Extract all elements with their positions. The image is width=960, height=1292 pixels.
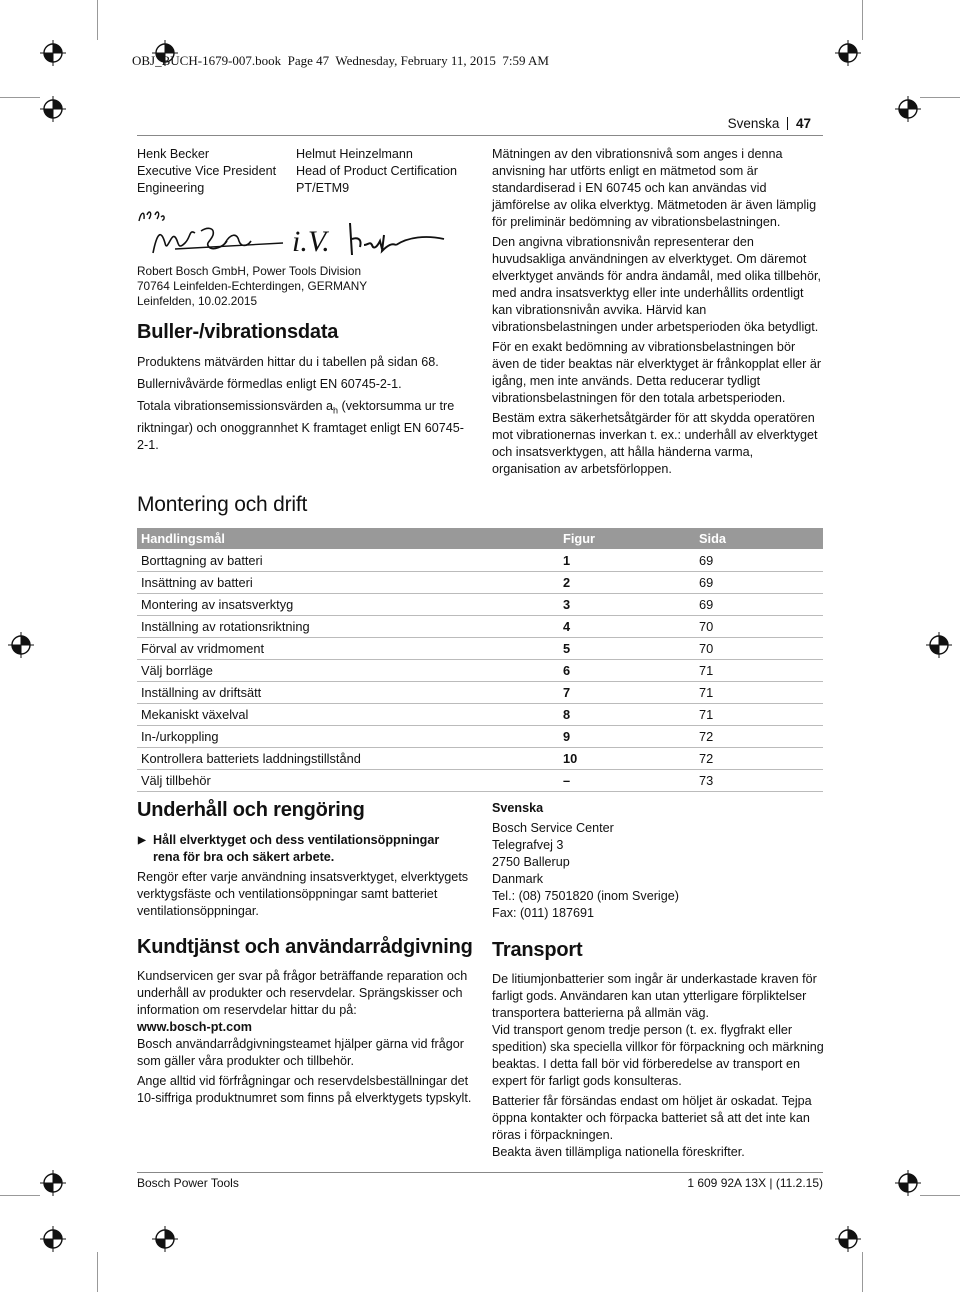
crop-mark [0,1195,40,1196]
cell-figure: 2 [559,572,695,594]
cell-figure: 5 [559,638,695,660]
cell-figure: 7 [559,682,695,704]
noise-section-heading: Buller-/vibrationsdata [137,321,339,343]
vibration-text-a: Totala vibrationsemissionsvärden a [137,399,334,413]
column-header: Handlingsmål [137,528,559,550]
service-paragraph: Bosch användarrådgivningsteamet hjälper gärna vid frågor som gäller våra produkter och tillbehör. [137,1037,464,1068]
cell-page: 70 [695,616,823,638]
transport-paragraph: Beakta även tillämpliga nationella föreskrifter. [492,1145,745,1159]
table-row [137,550,823,572]
table-row [137,726,823,748]
signature-left-image [135,203,285,263]
right-column-text [492,146,824,481]
table-row [137,594,823,616]
transport-body [492,971,824,1164]
address-phone: Tel.: (08) 7501820 (inom Sverige) [492,889,679,903]
page-language-label: Svenska [727,116,780,131]
page-header [137,113,823,136]
cell-page: 73 [695,770,823,792]
signatory-dept: PT/ETM9 [296,181,350,195]
vibration-paragraph [137,398,467,454]
bullet-arrow-icon: ▶ [138,835,146,846]
service-paragraph: Kundservicen ger svar på frågor beträffande reparation och underhåll av produkter och reservdelar. Sprängskisser och information om reservdelar hittar du på: [137,969,468,1017]
cell-figure: 1 [559,550,695,572]
footer-right: 1 609 92A 13X | (11.2.15) [687,1176,823,1190]
page-number: 47 [795,116,811,131]
crop-mark [920,97,960,98]
maintenance-text: Rengör efter varje användning insatsverktyget, elverktygets verktygsfäste och ventilationsöppningar samt batteriet ventilationsöppningar. [137,870,469,918]
registration-mark-icon [895,96,921,122]
address-line: Bosch Service Center [492,821,614,835]
noise-section-body [137,354,467,457]
table-row [137,616,823,638]
cell-action: Välj tillbehör [137,770,559,792]
cell-action: In-/urkoppling [137,726,559,748]
address-fax: Fax: (011) 187691 [492,906,594,920]
table-row [137,660,823,682]
crop-mark [862,1252,863,1292]
vibration-info-paragraph: Mätningen av den vibrationsnivå som anges i denna anvisning har utförts enligt en mätmetod som är standardiserad i EN 60745 och kan användas vid jämförelse av olika elverktyg. Mätmetoden är även lämplig för preliminär bedömning av vibrationsbelastningen. [492,147,817,229]
column-header: Sida [695,528,823,550]
vibration-info-paragraph: Den angivna vibrationsnivån representerar den huvudsakliga användningen av elverktyget. Om däremot elverktyget används för andra ändamål, med olika tillbehör, med andra insatsverktyg eller inte underhållits ordentligt kan vibrationsnivån avvika. Härvid kan vibrationsbelastningen under arbetsperioden öka betydligt. [492,235,822,334]
cell-action: Förval av vridmoment [137,638,559,660]
page-separator [787,117,788,130]
registration-mark-icon [835,40,861,66]
cell-page: 69 [695,572,823,594]
page-footer [137,1172,823,1190]
cell-action: Inställning av driftsätt [137,682,559,704]
table-row [137,638,823,660]
registration-mark-icon [8,632,34,658]
cell-figure: 6 [559,660,695,682]
signatory-title: Head of Product Certification [296,164,458,178]
vibration-info-paragraph: För en exakt bedömning av vibrationsbelastningen bör även de tider beaktas när elverktyget är frånkopplat eller är igång, men inte används. Detta reducerar tydligt vibrationsbelastningen för den totala arbetsperioden. [492,340,822,405]
transport-heading: Transport [492,939,583,961]
book-info-line: OBJ_BUCH-1679-007.book Page 47 Wednesday, February 11, 2015 7:59 AM [132,53,549,68]
registration-mark-icon [152,1226,178,1252]
cell-page: 71 [695,704,823,726]
crop-mark [97,1252,98,1292]
crop-mark [920,1195,960,1196]
registration-mark-icon [895,1170,921,1196]
cell-page: 70 [695,638,823,660]
cell-action: Kontrollera batteriets laddningstillstånd [137,748,559,770]
address-country: Svenska [492,801,544,815]
address-line: Telegrafvej 3 [492,838,564,852]
company-date: Leinfelden, 10.02.2015 [137,294,258,308]
cell-action: Inställning av rotationsriktning [137,616,559,638]
company-address: 70764 Leinfelden-Echterdingen, GERMANY [137,279,368,293]
cell-action: Montering av insatsverktyg [137,594,559,616]
signatory-dept: Engineering [137,181,205,195]
transport-paragraph: De litiumjonbatterier som ingår är underkastade kraven för farligt gods. Användaren kan utan ytterligare förpliktelser transportera batterierna på allmän väg. [492,972,817,1020]
service-address [492,800,822,922]
service-body [137,968,472,1110]
cell-figure: 3 [559,594,695,616]
cell-figure: 8 [559,704,695,726]
cell-action: Borttagning av batteri [137,550,559,572]
table-row [137,748,823,770]
footer-left: Bosch Power Tools [137,1176,239,1190]
registration-mark-icon [835,1226,861,1252]
cell-page: 72 [695,726,823,748]
signature-right-image [292,215,452,265]
service-paragraph: Ange alltid vid förfrågningar och reservdelsbeställningar det 10-siffriga produktnumret som finns på elverktygets typskylt. [137,1074,472,1105]
cell-figure: 4 [559,616,695,638]
signatory-right [296,146,457,197]
maintenance-heading: Underhåll och rengöring [137,799,365,821]
cell-action: Insättning av batteri [137,572,559,594]
registration-mark-icon [40,40,66,66]
address-line: 2750 Ballerup [492,855,570,869]
cell-page: 69 [695,594,823,616]
cell-action: Mekaniskt växelval [137,704,559,726]
service-heading: Kundtjänst och användarrådgivning [137,936,473,958]
company-info [137,264,367,309]
maintenance-bullet-text: Håll elverktyget och dess ventilationsöppningar rena för bra och säkert arbete. [153,833,440,864]
maintenance-body [137,832,469,923]
crop-mark [97,0,98,40]
registration-mark-icon [40,96,66,122]
maintenance-bullet [137,832,469,866]
transport-paragraph: Batterier får försändas endast om höljet är oskadat. Tejpa öppna kontakter och förpacka batteriet så att det inte kan röras i förpackningen. [492,1094,812,1142]
signatory-left [137,146,276,197]
vibration-subscript: h [333,405,339,416]
vibration-text-b: (vektorsumma ur tre riktningar) och onoggrannhet K framtaget enligt EN 60745-2-1. [137,399,464,452]
registration-mark-icon [40,1170,66,1196]
transport-paragraph: Vid transport genom tredje person (t. ex. flygfrakt eller spedition) ska speciella villkor för förpackning och märkning beaktas. I detta fall bör vid förberedelse av transport en expert för farligt gods konsulteras. [492,1023,824,1088]
column-header: Figur [559,528,695,550]
assembly-table [137,528,823,792]
cell-figure: – [559,770,695,792]
table-row [137,704,823,726]
table-row [137,770,823,792]
vibration-info-paragraph: Bestäm extra säkerhetsåtgärder för att skydda operatören mot vibrationernas inverkan t. ex.: underhåll av elverktyget och insatsverktygen, att hålla händerna varma, organisation av arbetsförloppen. [492,411,818,476]
cell-page: 69 [695,550,823,572]
table-row [137,682,823,704]
crop-mark [0,97,40,98]
cell-figure: 9 [559,726,695,748]
cell-page: 71 [695,682,823,704]
service-url[interactable]: www.bosch-pt.com [137,1020,252,1034]
cell-figure: 10 [559,748,695,770]
assembly-heading: Montering och drift [137,493,308,516]
noise-paragraph: Produktens mätvärden hittar du i tabellen på sidan 68. [137,355,439,369]
cell-page: 71 [695,660,823,682]
noise-paragraph: Bullernivåvärde förmedlas enligt EN 60745-2-1. [137,377,402,391]
crop-mark [862,0,863,40]
registration-mark-icon [40,1226,66,1252]
signatory-name: Helmut Heinzelmann [296,147,413,161]
signature-prefix: i.V. [292,225,330,258]
cell-page: 72 [695,748,823,770]
cell-action: Välj borrläge [137,660,559,682]
table-header-row [137,528,823,550]
signatory-name: Henk Becker [137,147,210,161]
company-name: Robert Bosch GmbH, Power Tools Division [137,264,362,278]
registration-mark-icon [926,632,952,658]
table-row [137,572,823,594]
address-line: Danmark [492,872,544,886]
signatory-title: Executive Vice President [137,164,277,178]
